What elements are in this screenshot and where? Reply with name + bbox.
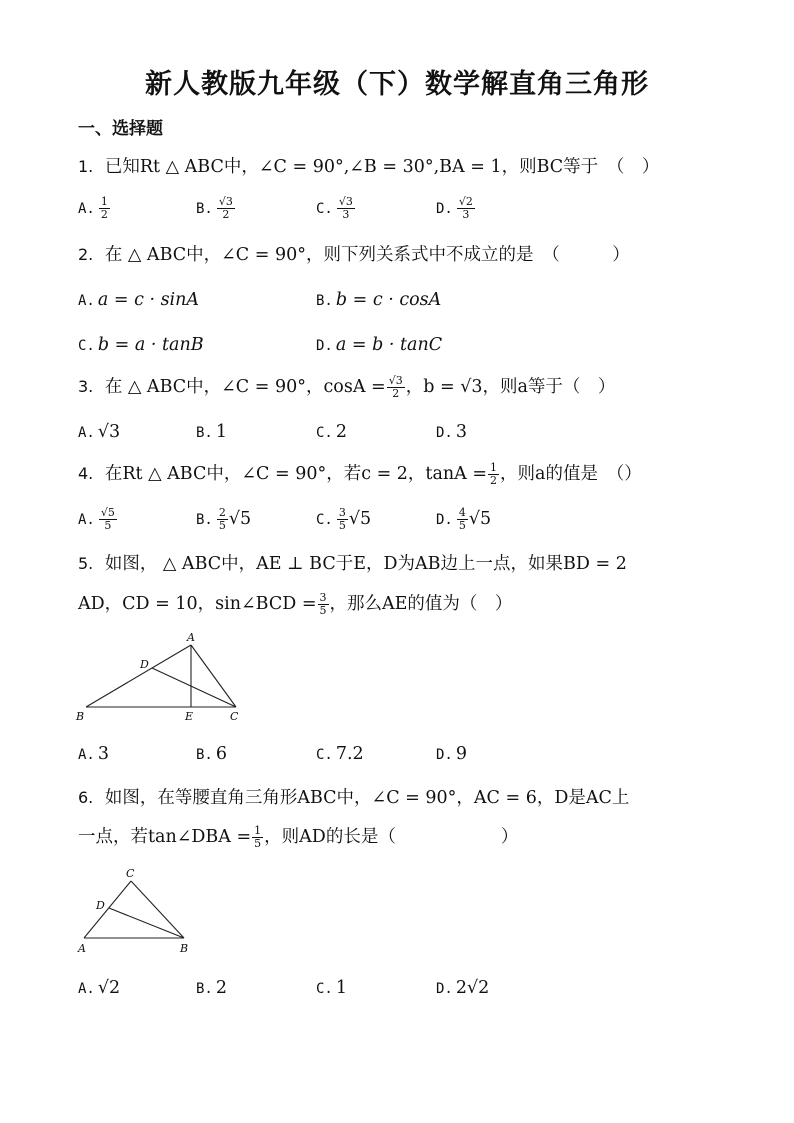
option-label: C. <box>316 981 333 997</box>
question-text: 如图， △ ABC中，AE ⊥ BC于E，D为AB边上一点，如果BD = 2 <box>104 554 627 574</box>
option-label: A. <box>78 293 95 309</box>
question-number: 6. <box>78 788 94 807</box>
option-label: C. <box>316 425 333 441</box>
fraction: $\frac{√3}{2}$ <box>388 374 403 400</box>
q1-option-d[interactable] <box>436 196 476 221</box>
q2-option-b[interactable] <box>316 288 441 313</box>
fraction: $\frac{3}{5}$ <box>319 591 327 617</box>
fraction: $\frac{4}{5}$ <box>458 506 466 532</box>
option-expr: √5 <box>468 509 492 529</box>
question-text-tail: ，b = √3，则a等于（ ） <box>405 377 616 397</box>
q5-option-a[interactable] <box>78 742 109 767</box>
option-label: D. <box>436 747 453 763</box>
option-label: D. <box>316 338 333 354</box>
segment-dc <box>152 668 236 707</box>
option-expr: a = c · sinA <box>97 290 200 310</box>
option-label: C. <box>316 201 333 217</box>
option-label: A. <box>78 747 95 763</box>
q5-option-d[interactable] <box>436 742 467 767</box>
label-a: A <box>78 942 86 955</box>
question-text: 一点，若tan∠DBA = <box>78 827 252 847</box>
q6-option-b[interactable] <box>196 976 227 1001</box>
question-6-line-2 <box>78 825 518 850</box>
label-c: C <box>230 710 239 723</box>
q5-option-b[interactable] <box>196 742 227 767</box>
option-expr: 7.2 <box>335 744 364 764</box>
question-4 <box>78 462 642 487</box>
question-text: 在 △ ABC中，∠C = 90°，则下列关系式中不成立的是 （ ） <box>104 245 630 265</box>
fraction: $\frac{3}{5}$ <box>338 506 346 532</box>
q3-option-d[interactable] <box>436 420 467 445</box>
q5-option-c[interactable] <box>316 742 364 767</box>
option-label: B. <box>196 747 213 763</box>
option-expr: b = c · cosA <box>335 290 442 310</box>
question-number: 2. <box>78 245 94 264</box>
q3-option-a[interactable] <box>78 420 120 445</box>
option-label: C. <box>78 338 95 354</box>
question-text-tail: ，则a的值是 （） <box>500 464 642 484</box>
question-text: 已知Rt △ ABC中，∠C = 90°,∠B = 30°,BA = 1，则BC等于 （ ） <box>104 157 660 177</box>
option-expr: √5 <box>228 509 252 529</box>
section-heading: 一、选择题 <box>78 119 163 139</box>
option-label: B. <box>196 512 213 528</box>
option-expr: 3 <box>97 744 109 764</box>
fraction: $\frac{1}{2}$ <box>490 461 498 487</box>
option-expr: 2 <box>335 422 347 442</box>
q1-option-a[interactable] <box>78 196 111 221</box>
option-label: B. <box>196 201 213 217</box>
fraction: $\frac{√2}{3}$ <box>458 195 473 221</box>
option-label: D. <box>436 981 453 997</box>
q6-option-d[interactable] <box>436 976 489 1001</box>
q6-option-c[interactable] <box>316 976 347 1001</box>
q5-figure <box>70 628 260 728</box>
question-5-line-2 <box>78 592 512 617</box>
label-d: D <box>96 899 105 912</box>
question-2 <box>78 243 630 267</box>
q1-option-b[interactable] <box>196 196 236 221</box>
segment-ac <box>84 881 131 938</box>
question-text-tail: ，则AD的长是（ ） <box>264 827 519 847</box>
segment-ac <box>191 645 236 707</box>
segment-db <box>109 908 184 938</box>
question-text: 在Rt △ ABC中，∠C = 90°，若c = 2，tanA = <box>104 464 488 484</box>
q2-option-c[interactable] <box>78 333 204 358</box>
option-label: C. <box>316 747 333 763</box>
label-c: C <box>126 867 135 880</box>
option-expr: b = a · tanB <box>97 335 204 355</box>
fraction: $\frac{1}{5}$ <box>254 824 262 850</box>
q4-option-d[interactable] <box>436 507 491 532</box>
q6-figure <box>74 864 204 960</box>
question-6 <box>78 786 629 810</box>
option-expr: a = b · tanC <box>335 335 443 355</box>
option-expr: 2 <box>215 978 227 998</box>
option-expr: √3 <box>97 422 121 442</box>
question-text-tail: ，那么AE的值为（ ） <box>329 594 513 614</box>
question-number: 4. <box>78 464 94 483</box>
q4-option-c[interactable] <box>316 507 371 532</box>
option-label: A. <box>78 425 95 441</box>
option-expr: 3 <box>455 422 467 442</box>
label-d: D <box>140 658 149 671</box>
option-expr: 2√2 <box>455 978 490 998</box>
question-number: 1. <box>78 157 94 176</box>
option-label: B. <box>196 425 213 441</box>
q3-option-b[interactable] <box>196 420 227 445</box>
option-label: C. <box>316 512 333 528</box>
label-b: B <box>76 710 85 723</box>
option-label: B. <box>196 981 213 997</box>
segment-ba <box>86 645 191 707</box>
option-expr: √5 <box>348 509 372 529</box>
q4-option-a[interactable] <box>78 507 118 532</box>
question-text: AD，CD = 10，sin∠BCD = <box>78 594 317 614</box>
question-text: 在 △ ABC中，∠C = 90°，cosA = <box>104 377 386 397</box>
question-5 <box>78 552 627 576</box>
segment-cb <box>131 881 184 938</box>
option-expr: 1 <box>215 422 227 442</box>
label-a: A <box>187 631 195 644</box>
q6-option-a[interactable] <box>78 976 120 1001</box>
label-e: E <box>185 710 194 723</box>
q4-option-b[interactable] <box>196 507 251 532</box>
fraction: $\frac{2}{5}$ <box>218 506 226 532</box>
fraction: $\frac{√3}{2}$ <box>218 195 233 221</box>
option-expr: √2 <box>97 978 121 998</box>
option-label: D. <box>436 201 453 217</box>
q1-option-c[interactable] <box>316 196 356 221</box>
question-1 <box>78 155 659 179</box>
option-expr: 6 <box>215 744 227 764</box>
label-b: B <box>180 942 189 955</box>
option-label: D. <box>436 512 453 528</box>
option-label: A. <box>78 981 95 997</box>
option-expr: 1 <box>335 978 347 998</box>
question-text: 如图，在等腰直角三角形ABC中，∠C = 90°，AC = 6，D是AC上 <box>104 788 630 808</box>
q3-option-c[interactable] <box>316 420 347 445</box>
option-label: D. <box>436 425 453 441</box>
option-label: A. <box>78 201 95 217</box>
question-3 <box>78 375 615 400</box>
question-number: 5. <box>78 554 94 573</box>
fraction: $\frac{√5}{5}$ <box>100 506 115 532</box>
fraction: $\frac{1}{2}$ <box>100 195 108 221</box>
option-label: B. <box>316 293 333 309</box>
option-label: A. <box>78 512 95 528</box>
page-title: 新人教版九年级（下）数学解直角三角形 <box>145 69 649 100</box>
option-expr: 9 <box>455 744 467 764</box>
fraction: $\frac{√3}{3}$ <box>338 195 353 221</box>
q2-option-a[interactable] <box>78 288 199 313</box>
question-number: 3. <box>78 377 94 396</box>
q2-option-d[interactable] <box>316 333 442 358</box>
